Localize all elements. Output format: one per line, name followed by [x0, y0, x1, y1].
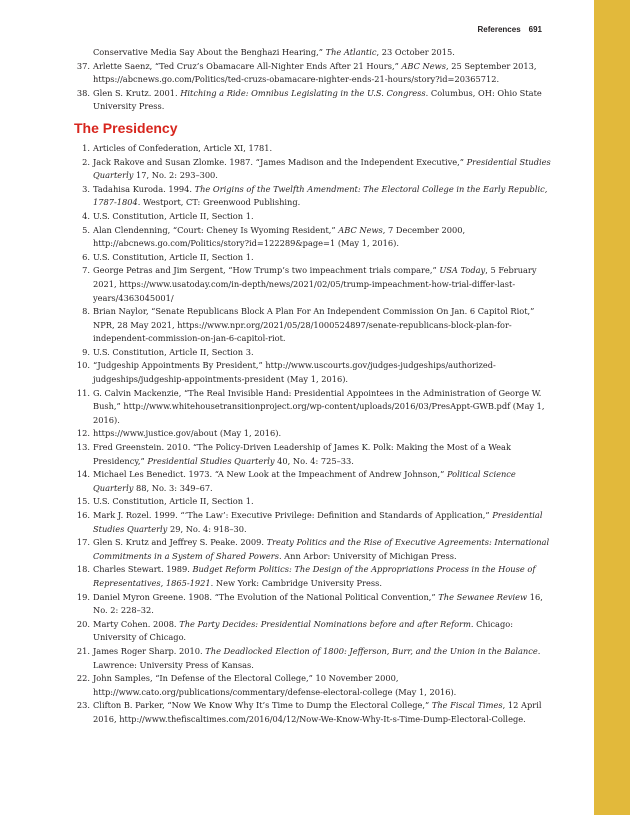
reference-text-segment: , 25 September 2013, https://abcnews.go.com/Politics/ted-cruzs-obamacare-nighter-ends-21-hours/story?id=20365712.	[93, 60, 537, 85]
reference-entry	[75, 618, 555, 645]
reference-title-italic: ABC News	[338, 224, 383, 235]
reference-text-segment: Michael Les Benedict. 1973. “A New Look at the Impeachment of Andrew Johnson,”	[93, 469, 447, 480]
reference-text-segment: . Lawrence: University Press of Kansas.	[93, 645, 541, 670]
reference-entry	[75, 699, 555, 726]
reference-text-segment: Clifton B. Parker, “Now We Know Why It’s Time to Dump the Electoral College,”	[93, 700, 432, 711]
continued-reference-list	[75, 46, 555, 114]
reference-title-italic: Political Science Quarterly	[93, 469, 516, 493]
reference-text	[93, 672, 555, 699]
reference-title-italic: The Atlantic	[325, 47, 377, 57]
reference-entry	[75, 387, 555, 428]
reference-number: 13.	[76, 442, 90, 453]
reference-entry	[75, 60, 555, 87]
reference-number: 21.	[76, 645, 90, 656]
reference-entry	[75, 563, 555, 590]
reference-text-segment: , 5 February 2021, https://www.usatoday.com/in-depth/news/2021/02/05/trump-impeachment-how-trial-differ-last-years/4363045001/	[93, 265, 537, 303]
reference-text	[93, 509, 555, 536]
reference-entry	[75, 210, 555, 224]
reference-text	[93, 427, 555, 441]
reference-text-segment: Conservative Media Say About the Benghazi Hearing,”	[93, 47, 326, 57]
reference-entry	[75, 46, 555, 60]
reference-text-segment: , 23 October 2015.	[376, 47, 455, 57]
reference-text-segment: . New York: Cambridge University Press.	[210, 577, 383, 588]
reference-text	[93, 142, 555, 156]
reference-text-segment: . Westport, CT: Greenwood Publishing.	[137, 197, 301, 208]
reference-title-italic: USA Today	[439, 265, 486, 276]
reference-text-segment: James Roger Sharp. 2010.	[93, 645, 206, 656]
reference-text	[93, 387, 555, 428]
reference-text-segment: , 12 April 2016, http://www.thefiscaltimes.com/2016/04/12/Now-We-Know-Why-It-s-Time-Dump-Electoral-College.	[93, 700, 542, 724]
presidency-reference-list	[75, 142, 555, 727]
reference-text-segment: https://www.justice.gov/about (May 1, 2016).	[93, 428, 282, 439]
reference-title-italic: Presidential Studies Quarterly	[93, 510, 543, 534]
reference-title-italic: The Origins of the Twelfth Amendment: The Electoral College in the Early Republic, 1787-1804	[93, 183, 548, 208]
reference-text-segment: . Columbus, OH: Ohio State University Press.	[93, 87, 542, 112]
reference-text	[93, 359, 555, 386]
section-heading: The Presidency	[74, 119, 178, 136]
reference-number: 17.	[76, 537, 90, 548]
reference-title-italic: The Party Decides: Presidential Nominations before and after Reform	[179, 618, 471, 629]
reference-text	[93, 563, 555, 590]
reference-number: 11.	[76, 387, 90, 398]
reference-text	[93, 699, 555, 726]
reference-entry	[75, 427, 555, 441]
reference-entry	[75, 156, 555, 183]
reference-text-segment: U.S. Constitution, Article II, Section 1.	[93, 210, 254, 221]
reference-text-segment: Alan Clendenning, “Court: Cheney Is Wyoming Resident,”	[93, 224, 339, 235]
reference-text	[93, 264, 555, 305]
reference-text	[93, 618, 555, 645]
reference-title-italic: The Deadlocked Election of 1800: Jefferson, Burr, and the Union in the Balance	[205, 645, 538, 656]
reference-entry	[75, 509, 555, 536]
reference-number: 12.	[76, 428, 90, 439]
reference-number: 9.	[82, 346, 90, 357]
reference-number: 37.	[76, 60, 90, 71]
reference-text-segment: Tadahisa Kuroda. 1994.	[93, 183, 195, 194]
reference-entry	[75, 495, 555, 509]
reference-text	[93, 60, 555, 87]
reference-title-italic: Presidential Studies Quarterly	[147, 455, 275, 466]
reference-text-segment: U.S. Constitution, Article II, Section 1.	[93, 496, 254, 507]
reference-entry	[75, 183, 555, 210]
reference-title-italic: ABC News	[401, 60, 446, 71]
reference-entry	[75, 359, 555, 386]
reference-number: 4.	[82, 210, 90, 221]
reference-number: 8.	[82, 306, 90, 317]
reference-text	[93, 183, 555, 210]
reference-title-italic: Presidential Studies Quarterly	[93, 156, 551, 181]
reference-number: 23.	[76, 700, 90, 711]
reference-text	[93, 346, 555, 360]
reference-entry	[75, 672, 555, 699]
reference-entry	[75, 87, 555, 114]
reference-text-segment: U.S. Constitution, Article II, Section 1.	[93, 251, 254, 262]
reference-text-segment: 16, No. 2: 228–32.	[93, 591, 543, 616]
reference-text	[93, 468, 555, 495]
reference-number: 22.	[76, 673, 90, 684]
reference-number: 1.	[82, 142, 90, 153]
reference-text-segment: . Chicago: University of Chicago.	[93, 618, 513, 643]
reference-text	[93, 441, 555, 468]
reference-number: 15.	[76, 496, 90, 507]
reference-text-segment: Charles Stewart. 1989.	[93, 564, 193, 575]
reference-number: 6.	[82, 251, 90, 262]
reference-text-segment: Glen S. Krutz and Jeffrey S. Peake. 2009.	[93, 537, 267, 548]
reference-text	[93, 251, 555, 265]
reference-text-segment: . Ann Arbor: University of Michigan Press.	[278, 550, 457, 561]
reference-entry	[75, 536, 555, 563]
reference-number: 14.	[76, 469, 90, 480]
reference-text-segment: Glen S. Krutz. 2001.	[93, 87, 181, 98]
reference-number: 20.	[76, 618, 90, 629]
reference-text-segment: Arlette Saenz, “Ted Cruz’s Obamacare All-Nighter Ends After 21 Hours,”	[93, 60, 402, 71]
reference-text-segment: John Samples, “In Defense of the Electoral College,” 10 November 2000, http://www.cato.org/publications/commentary/defense-electoral-college (May 1, 2016).	[93, 673, 457, 697]
reference-text	[93, 591, 555, 618]
reference-text	[93, 495, 555, 509]
reference-entry	[75, 251, 555, 265]
page-number: 691	[528, 25, 542, 34]
reference-title-italic: Treaty Politics and the Rise of Executive Agreements: International Commitments in a System of Shared Powers	[93, 537, 550, 561]
reference-title-italic: The Fiscal Times	[431, 700, 503, 711]
reference-number: 19.	[76, 591, 90, 602]
reference-title-italic: Hitching a Ride: Omnibus Legislating in the U.S. Congress	[180, 87, 426, 98]
reference-text-segment: 40, No. 4: 725–33.	[274, 455, 354, 466]
reference-entry	[75, 591, 555, 618]
reference-text-segment: Brian Naylor, “Senate Republicans Block A Plan For An Independent Commission On Jan. 6 Capitol Riot,” NPR, 28 May 2021, https://www.npr.org/2021/05/28/1000524897/senate-republicans-block-plan-for-independent-commission-on-jan-6-capitol-riot.	[93, 306, 535, 344]
reference-text-segment: 29, No. 4: 918–30.	[167, 523, 247, 534]
reference-text	[93, 87, 555, 114]
reference-text-segment: , 7 December 2000, http://abcnews.go.com/Politics/story?id=122289&page=1 (May 1, 2016).	[93, 224, 466, 249]
reference-text-segment: George Petras and Jim Sergent, “How Trump’s two impeachment trials compare,”	[93, 265, 440, 276]
reference-text	[93, 210, 555, 224]
reference-text-segment: Daniel Myron Greene. 1908. “The Evolution of the National Political Convention,”	[93, 591, 439, 602]
reference-title-italic: Budget Reform Politics: The Design of the Appropriations Process in the House of Representatives, 1865-1921	[93, 564, 536, 588]
reference-entry	[75, 264, 555, 305]
running-header	[478, 25, 543, 34]
reference-entry	[75, 142, 555, 156]
reference-text-segment: Fred Greenstein. 2010. “The Policy-Driven Leadership of James K. Polk: Making the Most of a Weak Presidency,”	[93, 442, 511, 466]
reference-number: 5.	[82, 224, 90, 235]
reference-number: 3.	[82, 183, 90, 194]
reference-text-segment: “Judgeship Appointments By President,” http://www.uscourts.gov/judges-judgeships/authorized-judgeships/judgeship-appointments-president (May 1, 2016).	[93, 360, 496, 385]
reference-number: 10.	[76, 360, 90, 371]
reference-entry	[75, 645, 555, 672]
reference-number: 18.	[76, 564, 90, 575]
reference-number: 38.	[76, 87, 90, 98]
reference-text	[93, 46, 555, 60]
references-content	[75, 46, 555, 727]
sidebar-color-band	[594, 0, 630, 815]
reference-text-segment: Marty Cohen. 2008.	[93, 618, 180, 629]
reference-entry	[75, 224, 555, 251]
reference-text-segment: U.S. Constitution, Article II, Section 3.	[93, 346, 254, 357]
reference-number: 7.	[82, 265, 90, 276]
reference-text	[93, 224, 555, 251]
reference-text	[93, 645, 555, 672]
reference-title-italic: The Sewanee Review	[438, 591, 528, 602]
reference-text-segment: Mark J. Rozel. 1999. “‘The Law’: Executive Privilege: Definition and Standards of Application,”	[93, 510, 493, 520]
reference-text-segment: G. Calvin Mackenzie, “The Real Invisible Hand: Presidential Appointees in the Administration of George W. Bush,” http://www.whitehousetransitionproject.org/wp-content/uploads/2016/03/PresAppt-GWB.pdf (May 1, 2016).	[93, 387, 545, 425]
reference-entry	[75, 468, 555, 495]
reference-entry	[75, 441, 555, 468]
reference-text-segment: 88, No. 3: 349–67.	[133, 482, 213, 493]
reference-text-segment: Jack Rakove and Susan Zlomke. 1987. “James Madison and the Independent Executive,”	[93, 156, 467, 167]
reference-entry	[75, 346, 555, 360]
reference-text	[93, 536, 555, 563]
reference-text-segment: 17, No. 2: 293–300.	[133, 170, 218, 181]
reference-entry	[75, 305, 555, 346]
reference-text-segment: Articles of Confederation, Article XI, 1781.	[93, 142, 273, 153]
reference-text	[93, 305, 555, 346]
running-header-label: References	[477, 25, 521, 34]
reference-number: 2.	[82, 156, 90, 167]
reference-number: 16.	[76, 510, 90, 520]
reference-text	[93, 156, 555, 183]
